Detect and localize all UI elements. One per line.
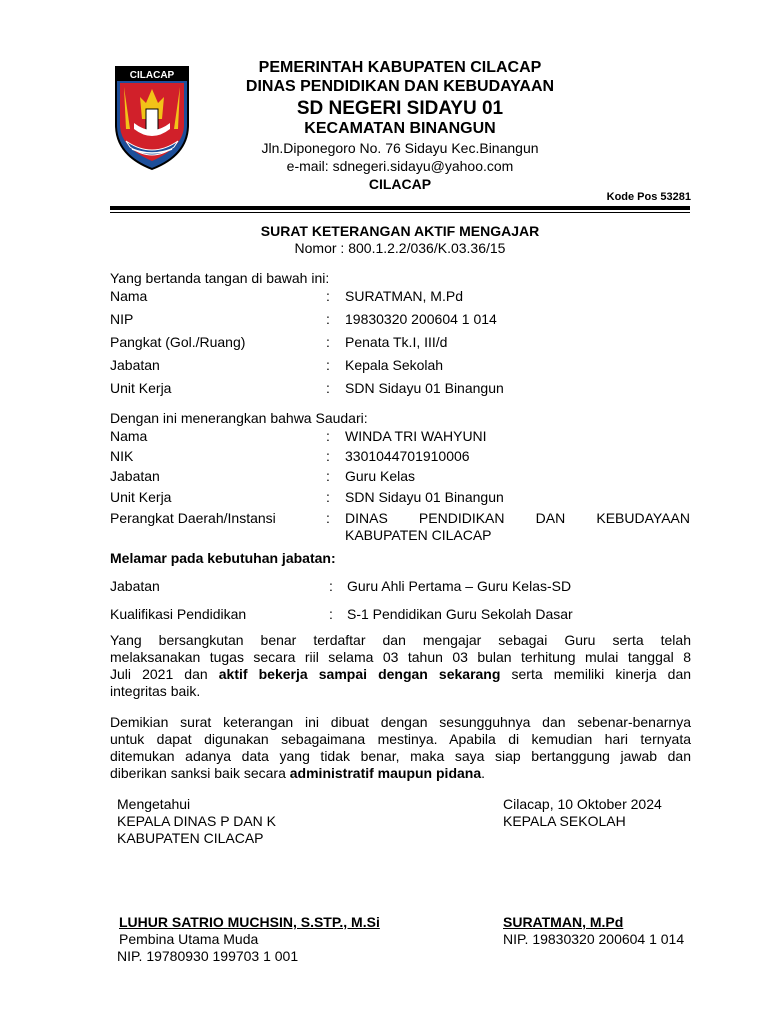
field-value: WINDA TRI WAHYUNI <box>345 428 487 444</box>
paragraph-line: integritas baik. <box>110 683 201 699</box>
field-value: SURATMAN, M.Pd <box>345 288 463 304</box>
right-signature-block <box>503 796 662 830</box>
field-value-line2: KABUPATEN CILACAP <box>345 527 492 543</box>
acknowledged-label: Mengetahui <box>117 796 191 812</box>
field-label: Kualifikasi Pendidikan <box>110 606 247 622</box>
field-value: S-1 Pendidikan Guru Sekolah Dasar <box>347 606 573 622</box>
field-label: Unit Kerja <box>110 489 172 505</box>
right-signer-position: KEPALA SEKOLAH <box>503 813 626 829</box>
logo-label: CILACAP <box>129 70 175 81</box>
right-signer-name: SURATMAN, M.Pd <box>503 914 624 930</box>
left-signer-nip: NIP. 19780930 199703 1 001 <box>117 948 299 964</box>
field-colon: : <box>326 357 330 373</box>
field-colon: : <box>326 334 330 350</box>
right-signer-nip: NIP. 19830320 200604 1 014 <box>503 931 685 947</box>
statement-paragraph <box>110 632 691 700</box>
letterhead <box>220 60 580 195</box>
field-value: Kepala Sekolah <box>345 357 444 373</box>
field-label: NIP <box>110 311 134 327</box>
field-label: Nama <box>110 428 148 444</box>
field-value: Guru Ahli Pertama – Guru Kelas-SD <box>347 578 572 594</box>
field-colon: : <box>326 468 330 484</box>
field-label: Nama <box>110 288 148 304</box>
field-value: Penata Tk.I, III/d <box>345 334 448 350</box>
paragraph-line: ditemukan adanya data yang tidak benar, maka saya siap bertanggung jawab dan <box>110 748 691 764</box>
field-colon: : <box>326 380 330 396</box>
field-value: SDN Sidayu 01 Binangun <box>345 489 504 505</box>
place-date: Cilacap, 10 Oktober 2024 <box>503 796 662 812</box>
city-name: CILACAP <box>368 176 432 192</box>
field-colon: : <box>326 288 330 304</box>
left-signer-region: KABUPATEN CILACAP <box>117 830 264 846</box>
field-label: Jabatan <box>110 578 160 594</box>
field-value: 19830320 200604 1 014 <box>345 311 497 327</box>
district-name: KECAMATAN BINANGUN <box>304 120 496 137</box>
field-colon: : <box>329 578 333 594</box>
field-label: NIK <box>110 448 134 464</box>
field-colon: : <box>326 489 330 505</box>
letter-title: SURAT KETERANGAN AKTIF MENGAJAR <box>260 223 540 239</box>
field-colon: : <box>326 510 330 526</box>
left-signer-name: LUHUR SATRIO MUCHSIN, S.STP., M.Si <box>119 914 380 930</box>
field-label: Jabatan <box>110 468 160 484</box>
school-email: e-mail: sdnegeri.sidayu@yahoo.com <box>286 158 514 174</box>
field-value-line1: DINAS PENDIDIKAN DAN KEBUDAYAAN <box>345 510 690 526</box>
letter-number: Nomor : 800.1.2.2/036/K.03.36/15 <box>294 240 506 256</box>
left-signer-rank: Pembina Utama Muda <box>119 931 259 947</box>
left-signer-position: KEPALA DINAS P DAN K <box>117 813 276 829</box>
field-label: Pangkat (Gol./Ruang) <box>110 334 246 350</box>
signer-intro: Yang bertanda tangan di bawah ini: <box>110 270 330 286</box>
paragraph-line: untuk dapat digunakan sebagaimana mestinya. Apabila di kemudian hari ternyata <box>110 731 691 747</box>
emphasis-text: administratif maupun pidana <box>289 765 482 781</box>
closing-paragraph <box>110 714 691 782</box>
cilacap-coat-of-arms-logo <box>112 63 192 173</box>
department-name: DINAS PENDIDIKAN DAN KEBUDAYAAN <box>245 78 555 95</box>
government-name: PEMERINTAH KABUPATEN CILACAP <box>258 59 542 76</box>
emphasis-text: aktif bekerja sampai dengan sekarang <box>218 666 501 682</box>
school-name: SD NEGERI SIDAYU 01 <box>296 98 504 119</box>
header-divider-thick <box>110 206 690 210</box>
left-signature-block <box>117 796 276 847</box>
apply-heading: Melamar pada kebutuhan jabatan: <box>110 550 336 566</box>
field-value: Guru Kelas <box>345 468 416 484</box>
field-colon: : <box>326 448 330 464</box>
letter-title-block <box>110 223 690 256</box>
header-divider-thin <box>110 212 690 213</box>
field-value: 3301044701910006 <box>345 448 470 464</box>
paragraph-line: melaksanakan tugas secara riil selama 03 tahun 03 bulan terhitung mulai tanggal 8 <box>110 649 691 665</box>
field-value: SDN Sidayu 01 Binangun <box>345 380 504 396</box>
field-label: Unit Kerja <box>110 380 172 396</box>
field-label: Jabatan <box>110 357 160 373</box>
field-colon: : <box>326 428 330 444</box>
paragraph-line: diberikan sanksi baik secara administratif maupun pidana. <box>110 765 486 781</box>
postal-code: Kode Pos 53281 <box>606 191 691 203</box>
field-colon: : <box>329 606 333 622</box>
subject-intro: Dengan ini menerangkan bahwa Saudari: <box>110 410 368 426</box>
field-colon: : <box>326 311 330 327</box>
paragraph-line: Juli 2021 dan aktif bekerja sampai dengan sekarang serta memiliki kinerja dan <box>110 666 692 682</box>
paragraph-line: Yang bersangkutan benar terdaftar dan mengajar sebagai Guru serta telah <box>110 632 691 648</box>
school-address: Jln.Diponegoro No. 76 Sidayu Kec.Binangun <box>261 140 539 156</box>
field-label: Perangkat Daerah/Instansi <box>110 510 276 526</box>
paragraph-line: Demikian surat keterangan ini dibuat dengan sesungguhnya dan sebenar-benarnya <box>110 714 691 730</box>
